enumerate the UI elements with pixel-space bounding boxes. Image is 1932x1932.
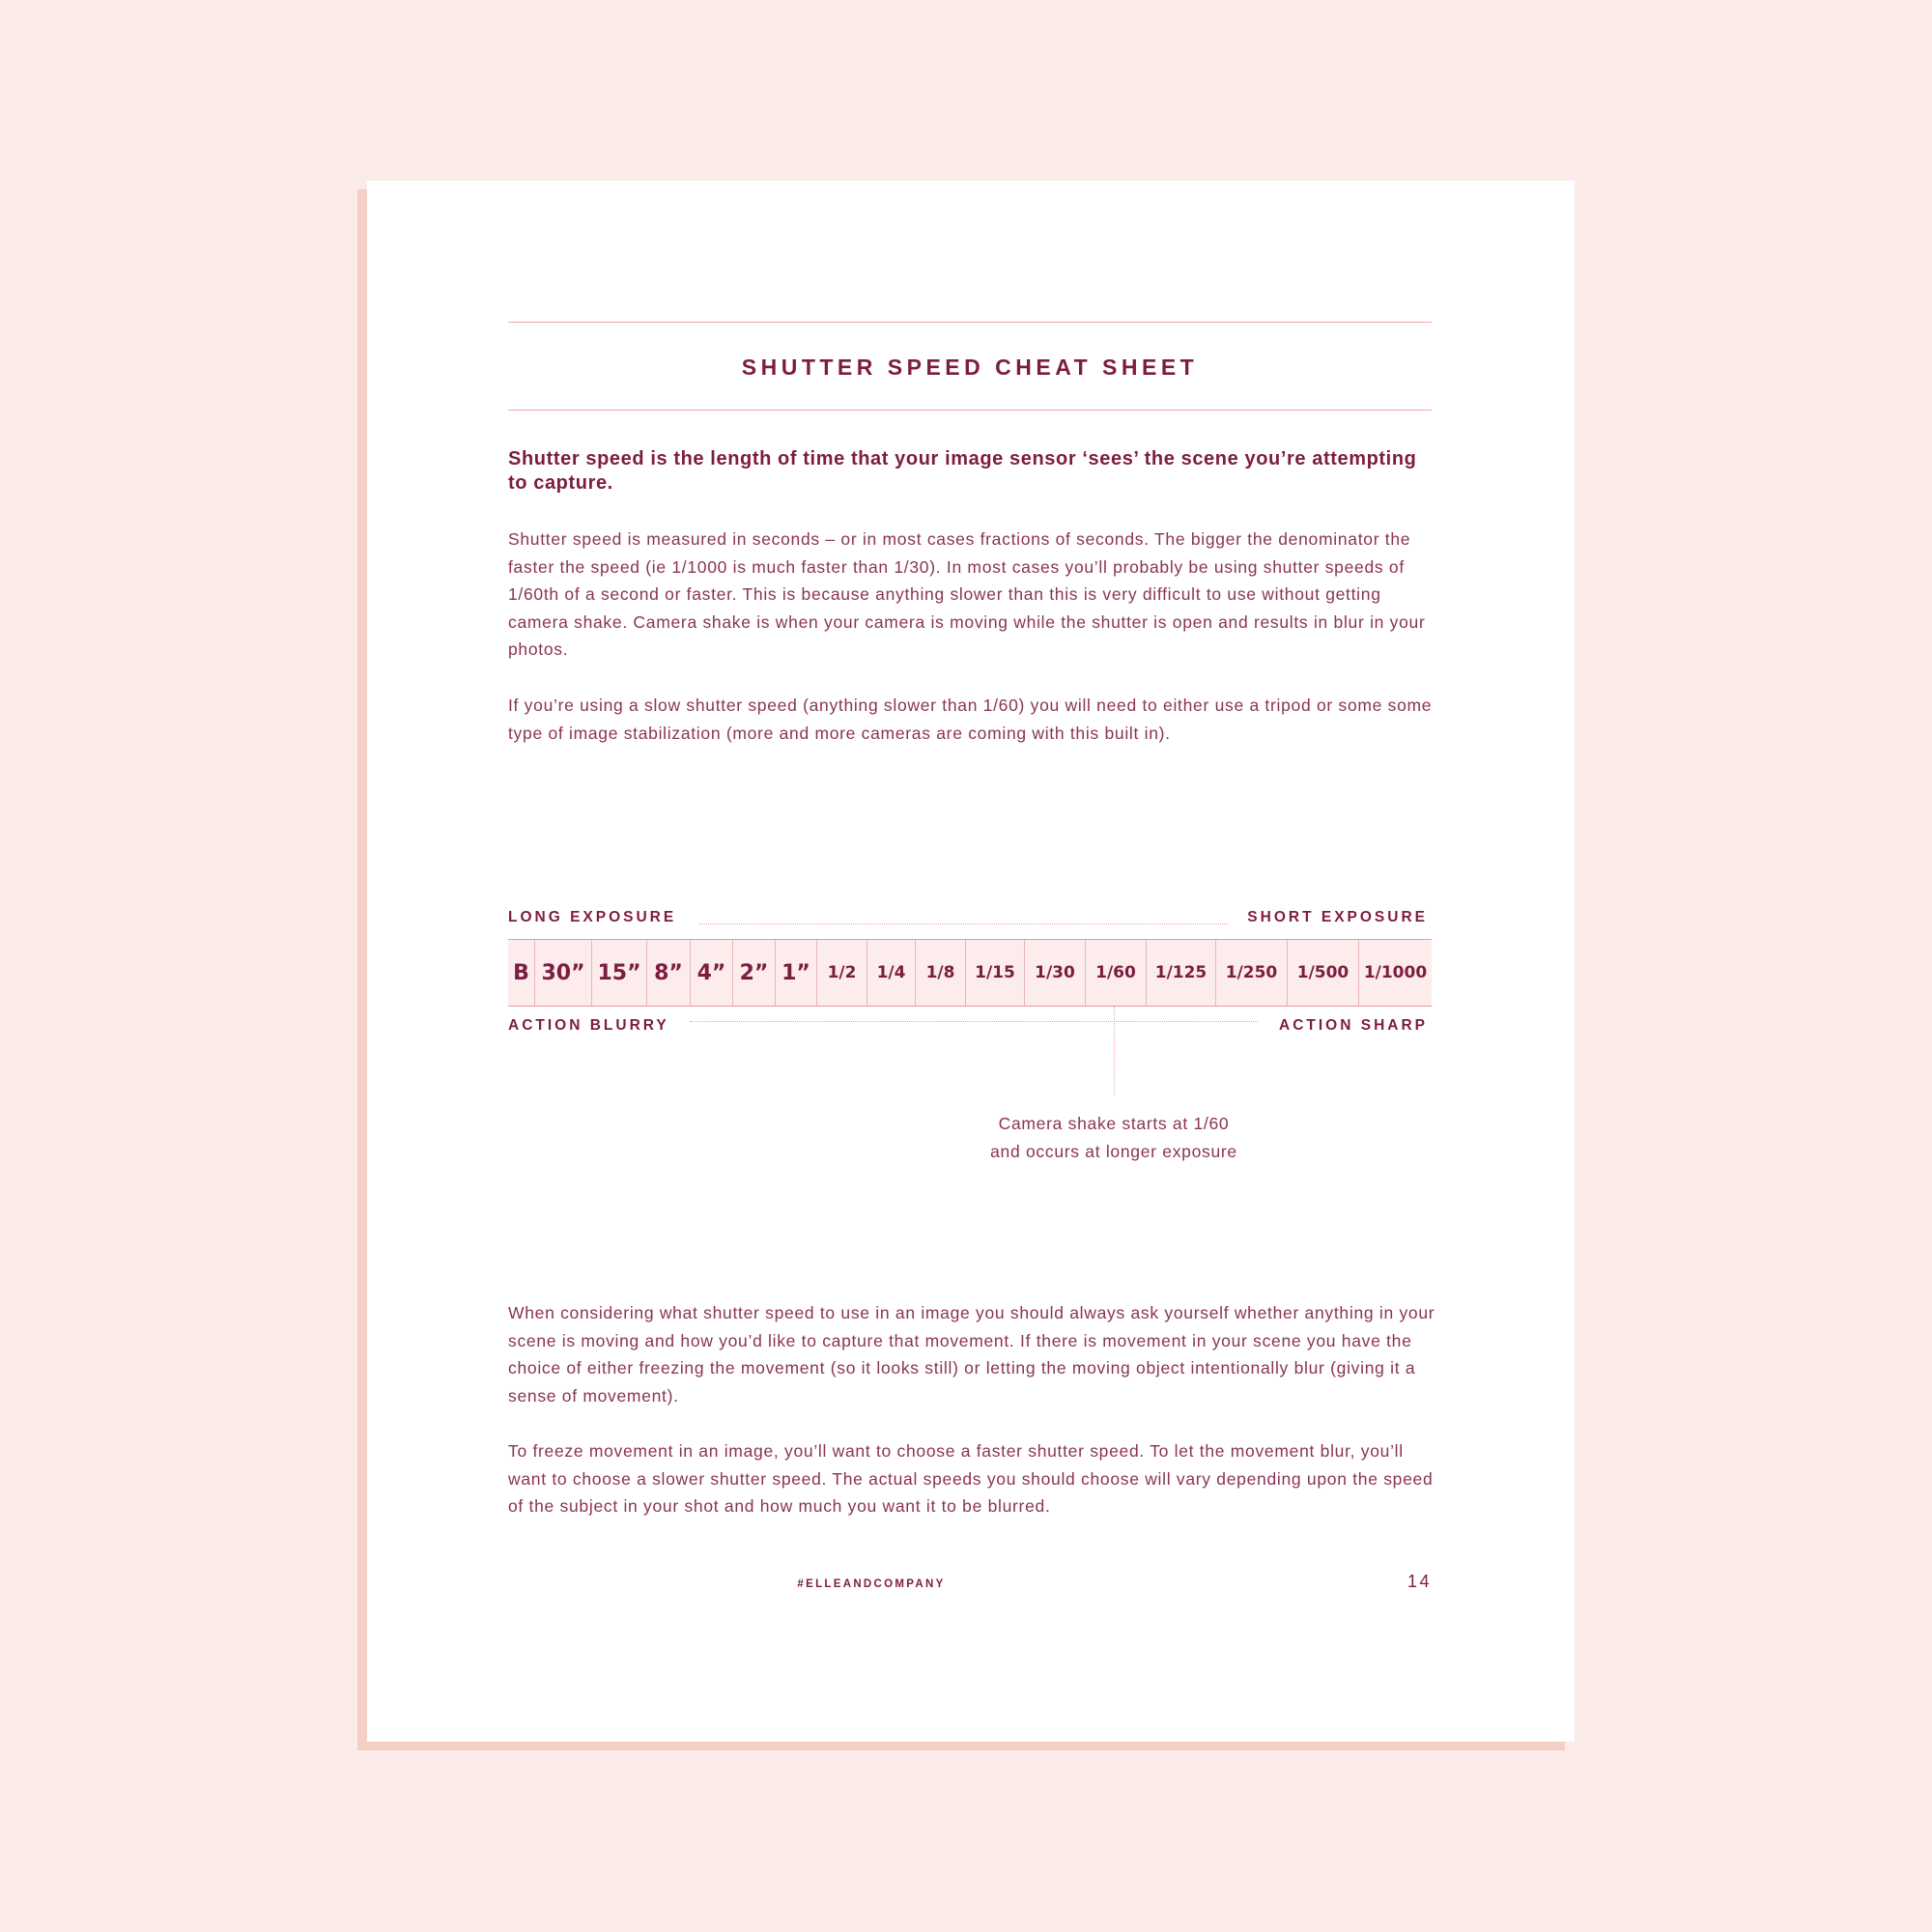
speed-cell: 1/500 (1288, 940, 1359, 1006)
speed-cell: 1/30 (1025, 940, 1086, 1006)
body-paragraph-4: To freeze movement in an image, you’ll want to choose a faster shutter speed. To let the movement blur, you’ll want to choose a slower shutter speed. The actual speeds you should choose will vary depending upon the speed of the subject in your shot and how much you want it to be blurred. (508, 1441, 1434, 1517)
long-exposure-label: LONG EXPOSURE (508, 909, 677, 925)
camera-shake-note-line-2: and occurs at longer exposure (990, 1141, 1237, 1161)
speed-cell: B (508, 940, 535, 1006)
title-top-rule (508, 322, 1432, 323)
speed-cell: 1/1000 (1363, 963, 1428, 982)
top-dotted-line (699, 923, 1229, 924)
shutter-speed-scale (508, 939, 1432, 1007)
body-paragraph-1: Shutter speed is measured in seconds – or in most cases fractions of seconds. The bigger the denominator the faster the speed (ie 1/1000 is much faster than 1/30). In most cases you’ll probably be using shutter speeds of 1/60th of a second or faster. This is because anything slower than this is very difficult to use without getting camera shake. Camera shake is when your camera is moving while the shutter is open and results in blur in your photos. (508, 529, 1426, 660)
camera-shake-pointer (1114, 1007, 1115, 1095)
action-blurry-label: ACTION BLURRY (508, 1017, 669, 1034)
speed-cell: 1/8 (916, 940, 966, 1006)
camera-shake-note (921, 1110, 1307, 1165)
speed-cell: 30” (535, 940, 592, 1006)
speed-cell: 1/250 (1216, 940, 1288, 1006)
short-exposure-label: SHORT EXPOSURE (1247, 909, 1428, 925)
speed-cell: 1/2 (817, 940, 867, 1006)
speed-cell: 1/4 (867, 940, 916, 1006)
speed-cell: 8” (647, 940, 691, 1006)
document-page (367, 181, 1575, 1742)
speed-cell: 1/125 (1147, 940, 1216, 1006)
speed-cell: 1/60 (1086, 940, 1147, 1006)
camera-shake-note-line-1: Camera shake starts at 1/60 (998, 1114, 1230, 1133)
action-sharp-label: ACTION SHARP (1279, 1017, 1428, 1034)
title-bottom-rule (508, 410, 1432, 411)
bottom-dotted-line (690, 1021, 1258, 1022)
page-title: SHUTTER SPEED CHEAT SHEET (741, 355, 1199, 380)
speed-cell: 2” (733, 940, 776, 1006)
footer-hashtag: #ELLEANDCOMPANY (797, 1578, 946, 1590)
body-paragraph-2: If you’re using a slow shutter speed (anything slower than 1/60) you will need to either use a tripod or some some type of image stabilization (more and more cameras are coming with this built in). (508, 696, 1433, 743)
speed-cell: 4” (691, 940, 733, 1006)
speed-cell: 15” (592, 940, 647, 1006)
body-paragraph-3: When considering what shutter speed to use in an image you should always ask yourself whether anything in your scene is moving and how you’d like to capture that movement. If there is movement in your scene you have the choice of either freezing the movement (so it looks still) or letting the moving object intentionally blur (giving it a sense of movement). (508, 1303, 1435, 1406)
speed-cell: 1/15 (966, 940, 1025, 1006)
lead-paragraph: Shutter speed is the length of time that your image sensor ‘sees’ the scene you’re attempting to capture. (508, 448, 1417, 494)
page-number: 14 (1406, 1572, 1432, 1591)
speed-cell: 1” (776, 940, 817, 1006)
